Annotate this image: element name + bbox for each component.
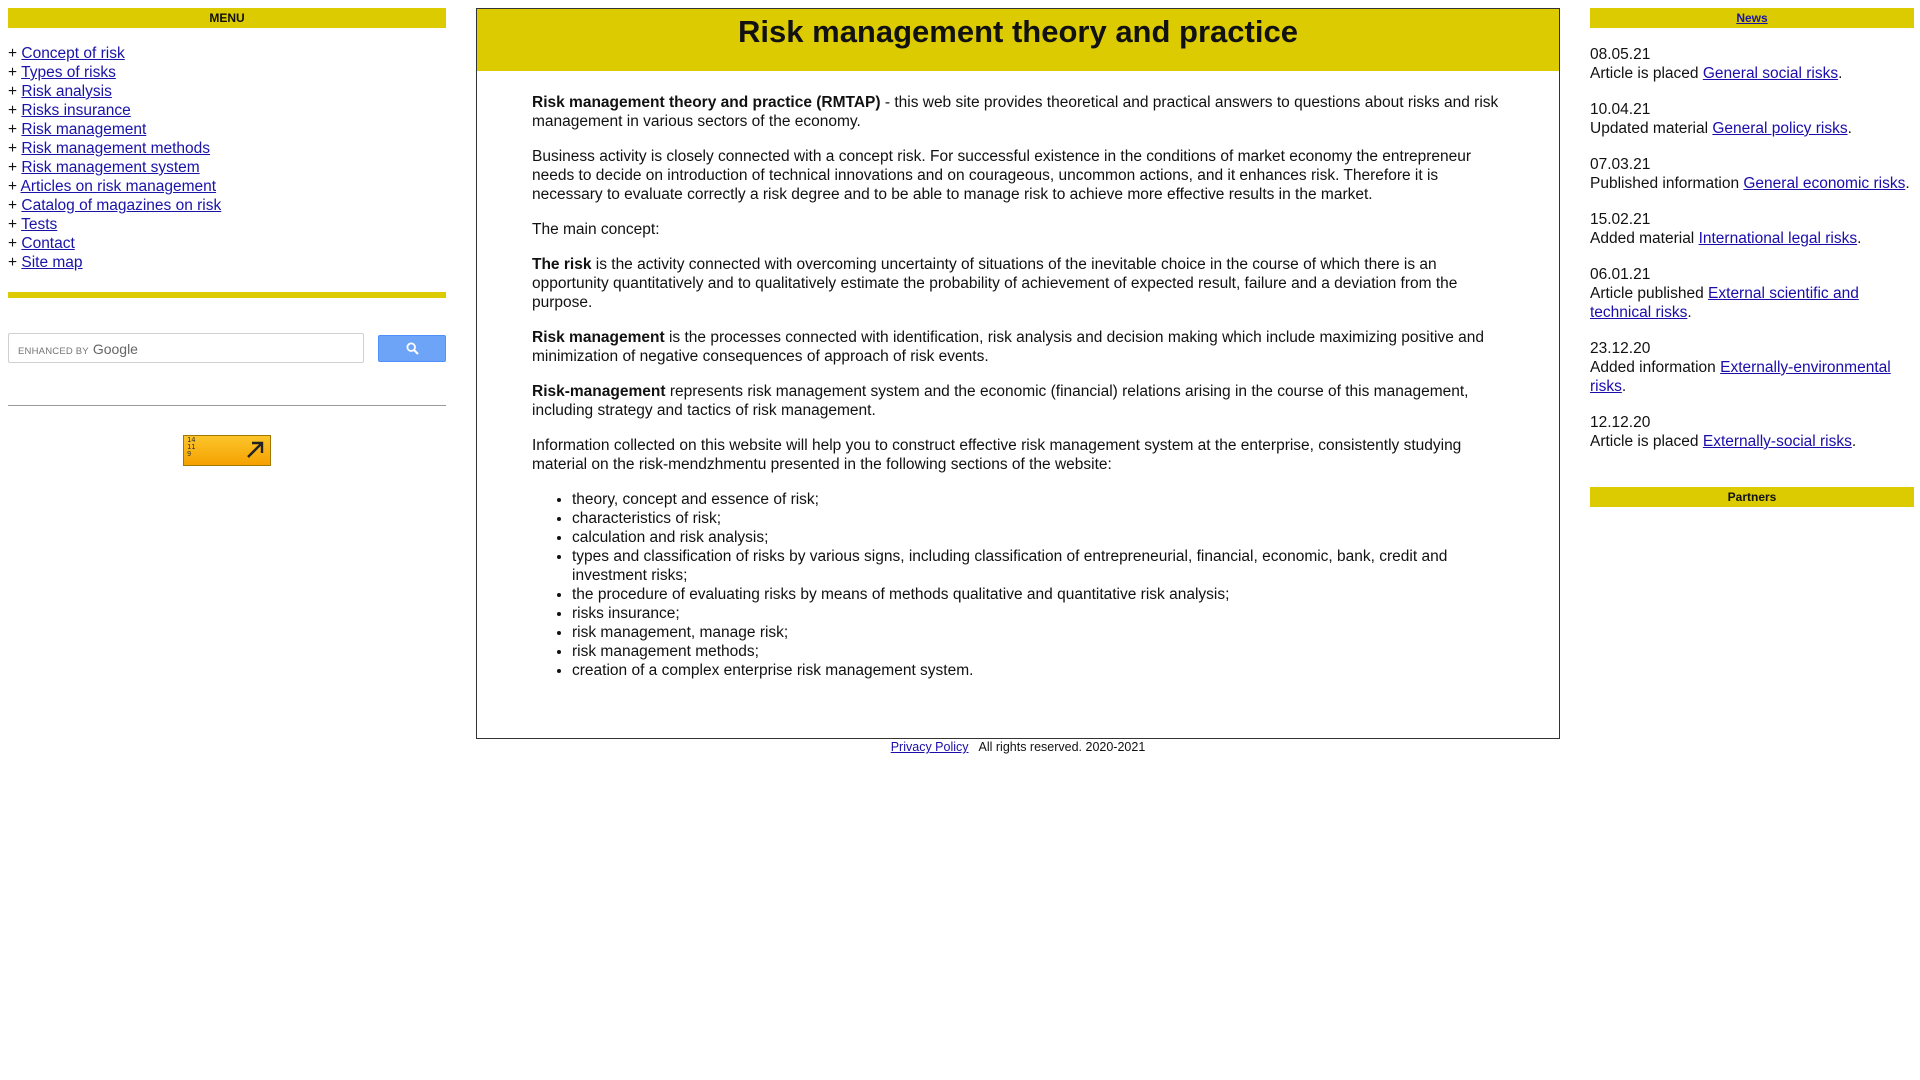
news-date: 08.05.21 (1590, 46, 1651, 63)
news-text (1590, 284, 1914, 322)
menu-link-articles[interactable]: Articles on risk management (20, 178, 217, 195)
news-item (1590, 339, 1914, 396)
list-item: • the procedure of evaluating risks by means of methods qualitative and quantitative risk analysis; (572, 585, 1504, 604)
search-form (8, 333, 446, 363)
news-link[interactable]: General policy risks (1712, 120, 1848, 137)
list-item: • characteristics of risk; (572, 509, 1504, 528)
news-prefix: Added information (1590, 359, 1721, 376)
menu-bullet: + (8, 140, 18, 157)
news-suffix: . (1621, 378, 1627, 395)
counter-line: 11 (187, 443, 196, 451)
menu-link-risk-analysis[interactable]: Risk analysis (21, 83, 112, 100)
news-date: 07.03.21 (1590, 156, 1651, 173)
partners-title-bar: Partners (1590, 487, 1914, 507)
menu-link-tests[interactable]: Tests (21, 216, 58, 233)
news-list (1590, 45, 1914, 451)
news-date: 23.12.20 (1590, 340, 1651, 357)
list-item: • calculation and risk analysis; (572, 528, 1504, 547)
news-prefix: Article published (1590, 285, 1709, 302)
news-date: 12.12.20 (1590, 414, 1651, 431)
menu-bullet: + (8, 178, 18, 195)
menu-item (8, 234, 446, 253)
menu-bullet: + (8, 64, 18, 81)
main-content (476, 8, 1560, 739)
list-item: • risks insurance; (572, 604, 1504, 623)
menu-link-contact[interactable]: Contact (21, 235, 75, 252)
menu-link-risks-insurance[interactable]: Risks insurance (21, 102, 131, 119)
news-item (1590, 413, 1914, 451)
definition-term: The risk (532, 256, 592, 273)
list-item: • theory, concept and essence of risk; (572, 490, 1504, 509)
left-sidebar (8, 8, 446, 466)
menu-bullet: + (8, 216, 18, 233)
list-item: • creation of a complex enterprise risk management system. (572, 661, 1504, 680)
news-prefix: Updated material (1590, 120, 1713, 137)
menu-bullet: + (8, 102, 18, 119)
menu-bullet: + (8, 197, 18, 214)
news-item (1590, 100, 1914, 138)
counter-numbers (187, 437, 195, 458)
google-logo-text: Google (92, 341, 138, 357)
menu-item (8, 120, 446, 139)
menu-item (8, 253, 446, 272)
search-box (8, 333, 364, 363)
menu-bullet: + (8, 159, 18, 176)
menu-divider (8, 292, 446, 298)
definition-text: represents risk management system and the economic (financial) relations arising in the course of this management, including strategy and tactics of risk management. (532, 383, 1469, 419)
menu-item (8, 101, 446, 120)
news-text (1590, 229, 1914, 248)
news-prefix: Published information (1590, 175, 1744, 192)
list-item: • types and classification of risks by various signs, including classification of entrepreneurial, financial, economic, bank, credit and investment risks; (572, 547, 1504, 585)
menu-bullet: + (8, 83, 18, 100)
menu-title: MENU (8, 8, 446, 28)
news-suffix: . (1851, 433, 1857, 450)
intro-bold: Risk management theory and practice (RMTAP) (532, 94, 881, 111)
main-concept-label: The main concept: (532, 221, 660, 238)
search-enhanced-label: ENHANCED BY (18, 346, 89, 357)
main-header (477, 9, 1559, 71)
counter-wrap (8, 435, 446, 466)
intro-paragraph (532, 93, 1504, 131)
counter-line: 14 (187, 436, 196, 444)
menu-item (8, 177, 446, 196)
news-text (1590, 119, 1914, 138)
menu-link-concept-of-risk[interactable]: Concept of risk (21, 45, 125, 62)
menu-item (8, 139, 446, 158)
menu-list (8, 44, 446, 272)
news-date: 10.04.21 (1590, 101, 1651, 118)
menu-item (8, 63, 446, 82)
news-prefix: Added material (1590, 230, 1699, 247)
definition-term: Risk management (532, 329, 665, 346)
menu-link-types-of-risks[interactable]: Types of risks (21, 64, 116, 81)
news-item (1590, 45, 1914, 83)
counter-line: 9 (187, 450, 192, 458)
news-link[interactable]: General social risks (1702, 65, 1839, 82)
news-prefix: Article is placed (1590, 433, 1703, 450)
privacy-policy-link[interactable]: Privacy Policy (890, 740, 969, 754)
intro-text: - this web site provides theoretical and practical answers to questions about risks and risk management in various sectors of the economy. (532, 94, 1499, 130)
list-item: • risk management, manage risk; (572, 623, 1504, 642)
menu-bullet: + (8, 254, 18, 271)
menu-bullet: + (8, 235, 18, 252)
menu-bullet: + (8, 45, 18, 62)
menu-link-catalog-of-magazines[interactable]: Catalog of magazines on risk (21, 197, 222, 214)
news-link[interactable]: Externally-social risks (1702, 433, 1852, 450)
search-input[interactable] (9, 334, 363, 362)
right-sidebar (1590, 8, 1914, 507)
news-title-bar (1590, 8, 1914, 28)
news-link[interactable]: External scientific and technical risks (1590, 285, 1859, 321)
definition-text: is the activity connected with overcoming uncertainty of situations of the inevitable choice in the course of which there is an opportunity quantitatively and to qualitatively estimate the probability of achievement of expected result, failure and a deviation from the purpose. (532, 256, 1458, 311)
arrow-up-right-icon (244, 439, 266, 461)
search-icon (406, 342, 419, 355)
news-date: 15.02.21 (1590, 211, 1651, 228)
menu-bullet: + (8, 121, 18, 138)
main-body (477, 71, 1559, 680)
news-suffix: . (1687, 304, 1692, 321)
news-item (1590, 265, 1914, 322)
definition-text: is the processes connected with identification, risk analysis and decision making which include maximizing positive and minimization of negative consequences of approach of risk events. (532, 329, 1484, 365)
menu-item (8, 158, 446, 177)
menu-item (8, 215, 446, 234)
news-item (1590, 210, 1914, 248)
sidebar-divider (8, 405, 446, 406)
menu-link-risk-management-methods[interactable]: Risk management methods (21, 140, 211, 157)
info-paragraph: Information collected on this website will help you to construct effective risk management system at the enterprise, consistently studying material on the risk-mendzhmentu presented in the following sections of the website: (532, 437, 1462, 473)
news-prefix: Article is placed (1590, 65, 1703, 82)
news-text (1590, 64, 1914, 83)
business-paragraph: Business activity is closely connected with a concept risk. For successful existence in the conditions of market economy the entrepreneur needs to decide on introduction of technical innovations and on courageous, uncommon actions, and it enhances risk. Therefore it is necessary to evaluate correctly a risk degree and to be able to manage risk to achieve more effective results in the market. (532, 148, 1472, 203)
copyright-text: All rights reserved. 2020-2021 (978, 740, 1146, 754)
news-suffix: . (1857, 230, 1862, 247)
page-title: Risk management theory and practice (738, 14, 1298, 49)
definition-term: Risk-management (532, 383, 666, 400)
definition-risk-management-hyphen (532, 382, 1504, 420)
news-suffix: . (1838, 65, 1843, 82)
search-button[interactable] (378, 335, 446, 362)
news-link[interactable]: International legal risks (1698, 230, 1858, 247)
news-link[interactable]: General economic risks (1743, 175, 1906, 192)
news-text (1590, 432, 1914, 451)
list-item: • risk management methods; (572, 642, 1504, 661)
footer (476, 738, 1560, 756)
menu-link-risk-management[interactable]: Risk management (21, 121, 147, 138)
menu-link-site-map[interactable]: Site map (21, 254, 83, 271)
news-suffix: . (1847, 120, 1852, 137)
menu-link-risk-management-system[interactable]: Risk management system (21, 159, 200, 176)
news-text (1590, 358, 1914, 396)
definition-risk (532, 255, 1504, 312)
news-suffix: . (1905, 175, 1910, 192)
menu-item (8, 82, 446, 101)
visitor-counter-badge[interactable] (183, 435, 271, 466)
menu-item (8, 44, 446, 63)
news-text (1590, 174, 1914, 193)
news-item (1590, 155, 1914, 193)
news-link[interactable]: Externally-environmental risks (1590, 359, 1891, 395)
news-date: 06.01.21 (1590, 266, 1651, 283)
news-title-link[interactable]: News (1736, 11, 1768, 25)
sections-list (532, 490, 1504, 680)
definition-risk-management (532, 328, 1504, 366)
menu-item (8, 196, 446, 215)
